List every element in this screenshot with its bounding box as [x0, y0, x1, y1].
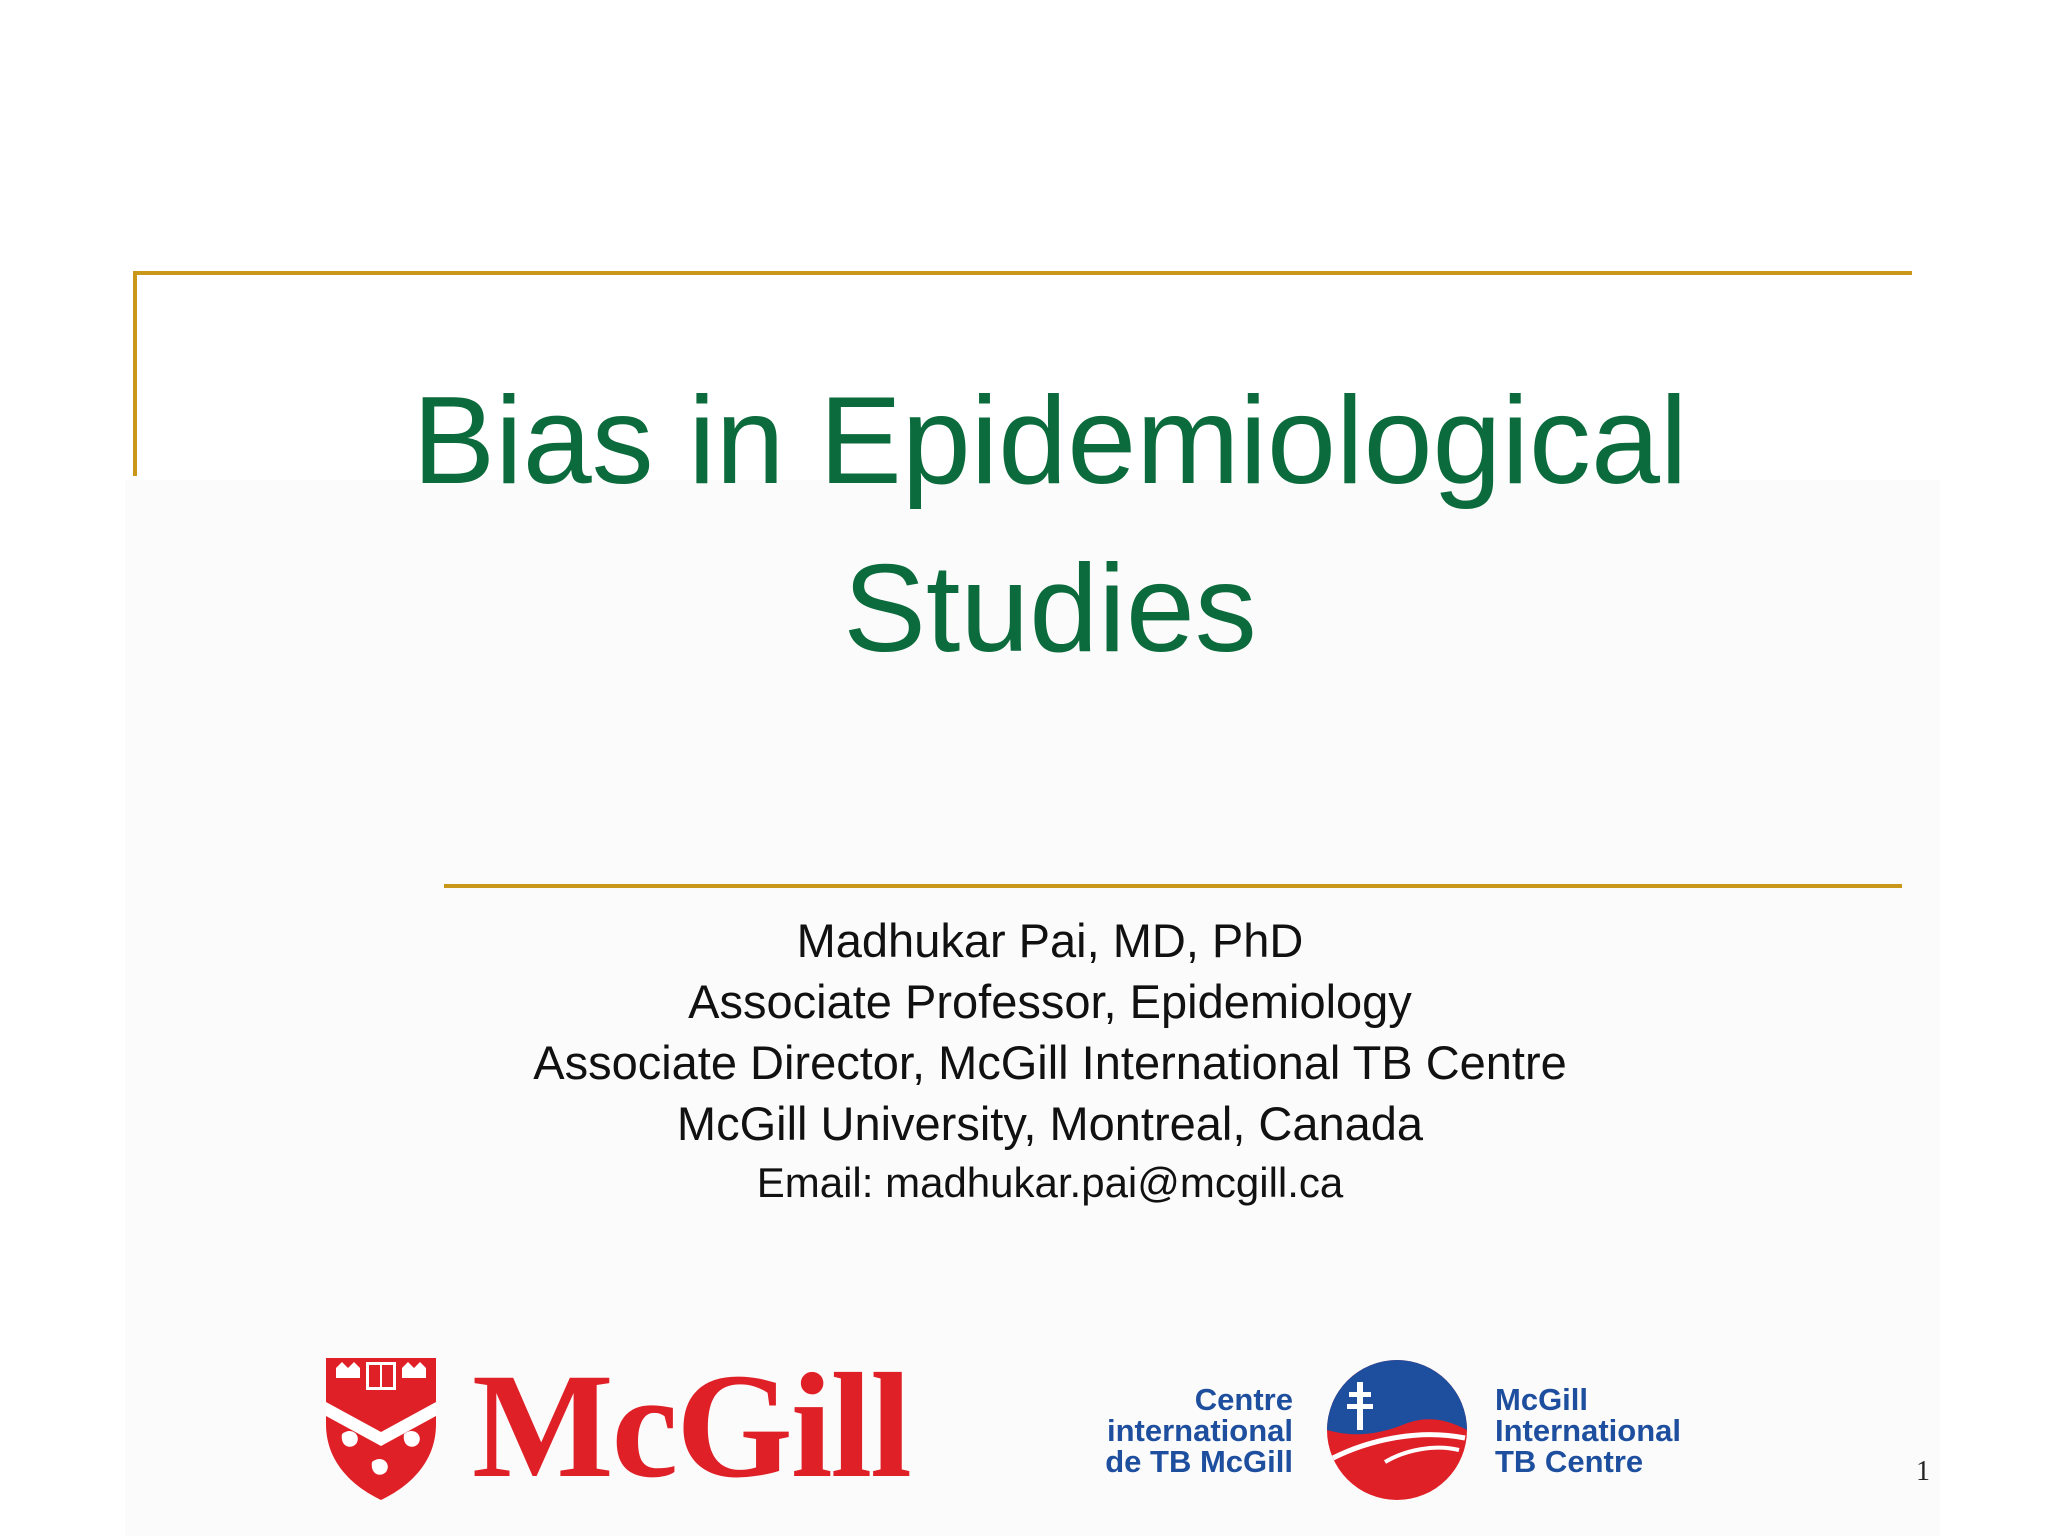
divider-rule [444, 884, 1902, 888]
title-line-2: Studies [843, 540, 1257, 678]
mcgill-logo [322, 1343, 942, 1509]
left-accent-rule [133, 271, 137, 476]
author-affiliation: McGill University, Montreal, Canada [676, 1097, 1424, 1150]
author-email: Email: madhukar.pai@mcgill.ca [756, 1159, 1344, 1206]
page-number: 1 [1916, 1456, 1930, 1487]
tb-centre-globe-icon [1325, 1358, 1469, 1502]
author-name: Madhukar Pai, MD, PhD [796, 914, 1304, 967]
tb-centre-english-name: McGill International TB Centre [1495, 1382, 1682, 1479]
mcgill-wordmark: McGill [472, 1343, 910, 1509]
mcgill-shield-icon [322, 1354, 440, 1502]
slide-title [200, 357, 1900, 693]
author-position: Associate Professor, Epidemiology [688, 975, 1412, 1028]
title-line-1: Bias in Epidemiological [412, 372, 1688, 510]
tb-centre-french-name: Centre international de TB McGill [1105, 1382, 1293, 1479]
author-info [400, 910, 1700, 1212]
author-role: Associate Director, McGill International TB Centre [533, 1036, 1567, 1089]
top-accent-rule [133, 271, 1912, 275]
tb-centre-logo [1095, 1356, 1715, 1506]
